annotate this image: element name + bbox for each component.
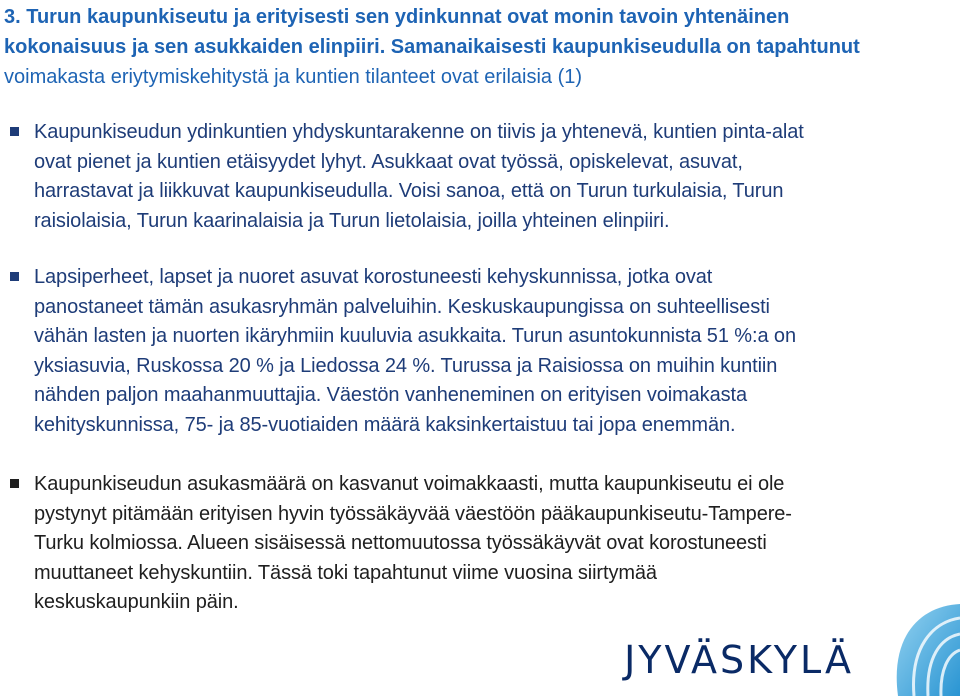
- heading-line-1: 3. Turun kaupunkiseutu ja erityisesti sen ydinkunnat ovat monin tavoin yhtenäinen: [4, 6, 790, 28]
- bullet-line: raisiolaisia, Turun kaarinalaisia ja Turun lietolaisia, joilla yhteinen elinpiiri.: [34, 209, 670, 232]
- bullet-line: Kaupunkiseudun ydinkuntien yhdyskuntarakenne on tiivis ja yhtenevä, kuntien pinta-alat: [34, 121, 804, 143]
- bullet-line: vähän lasten ja nuorten ikäryhmiin kuuluvia asukkaita. Turun asuntokunnista 51 %:a on: [34, 325, 796, 347]
- heading-line-3: voimakasta eriytymiskehitystä ja kuntien tilanteet ovat erilaisia (1): [4, 66, 583, 88]
- bullet-line: panostaneet tämän asukasryhmän palveluihin. Keskuskaupungissa on suhteellisesti: [34, 295, 770, 318]
- bullet-line: Turku kolmiossa. Alueen sisäisessä nettomuutossa työssäkäyvät ovat korostuneesti: [34, 532, 767, 554]
- bullet-square-icon: [10, 127, 19, 136]
- bullet-line: keskuskaupunkiin päin.: [34, 591, 239, 613]
- jyvaskyla-logo: [624, 596, 960, 696]
- bullet-square-icon: [10, 272, 19, 281]
- bullet-line: yksiasuvia, Ruskossa 20 % ja Liedossa 24 %. Turussa ja Raisiossa on muihin kuntiin: [34, 354, 778, 377]
- bullet-square-icon: [10, 479, 19, 488]
- bullet-line: nähden paljon maahanmuuttajia. Väestön vanheneminen on erityisen voimakasta: [34, 384, 747, 406]
- bullet-item: [34, 263, 914, 440]
- bullet-line: kehityskunnissa, 75- ja 85-vuotiaiden määrä kaksinkertaistuu tai jopa enemmän.: [34, 413, 736, 436]
- bullet-line: harrastavat ja liikkuvat kaupunkiseudulla. Voisi sanoa, että on Turun turkulaisia, Turun: [34, 180, 784, 202]
- logo-swoosh-icon: [840, 596, 960, 696]
- slide-heading: [4, 2, 944, 92]
- bullet-item: [34, 118, 914, 236]
- bullet-line: Kaupunkiseudun asukasmäärä on kasvanut voimakkaasti, mutta kaupunkiseutu ei ole: [34, 473, 785, 495]
- bullet-line: ovat pienet ja kuntien etäisyydet lyhyt. Asukkaat ovat työssä, opiskelevat, asuvat,: [34, 150, 743, 173]
- bullet-line: muuttaneet kehyskuntiin. Tässä toki tapahtunut viime vuosina siirtymää: [34, 561, 657, 584]
- bullet-line: Lapsiperheet, lapset ja nuoret asuvat korostuneesti kehyskunnissa, jotka ovat: [34, 266, 713, 288]
- logo-wordmark: JYVÄSKYLÄ: [624, 638, 854, 682]
- heading-line-2: kokonaisuus ja sen asukkaiden elinpiiri. Samanaikaisesti kaupunkiseudulla on tapahtunut: [4, 36, 860, 58]
- bullet-line: pystynyt pitämään erityisen hyvin työssäkäyvää väestöön pääkaupunkiseutu-Tampere-: [34, 502, 792, 525]
